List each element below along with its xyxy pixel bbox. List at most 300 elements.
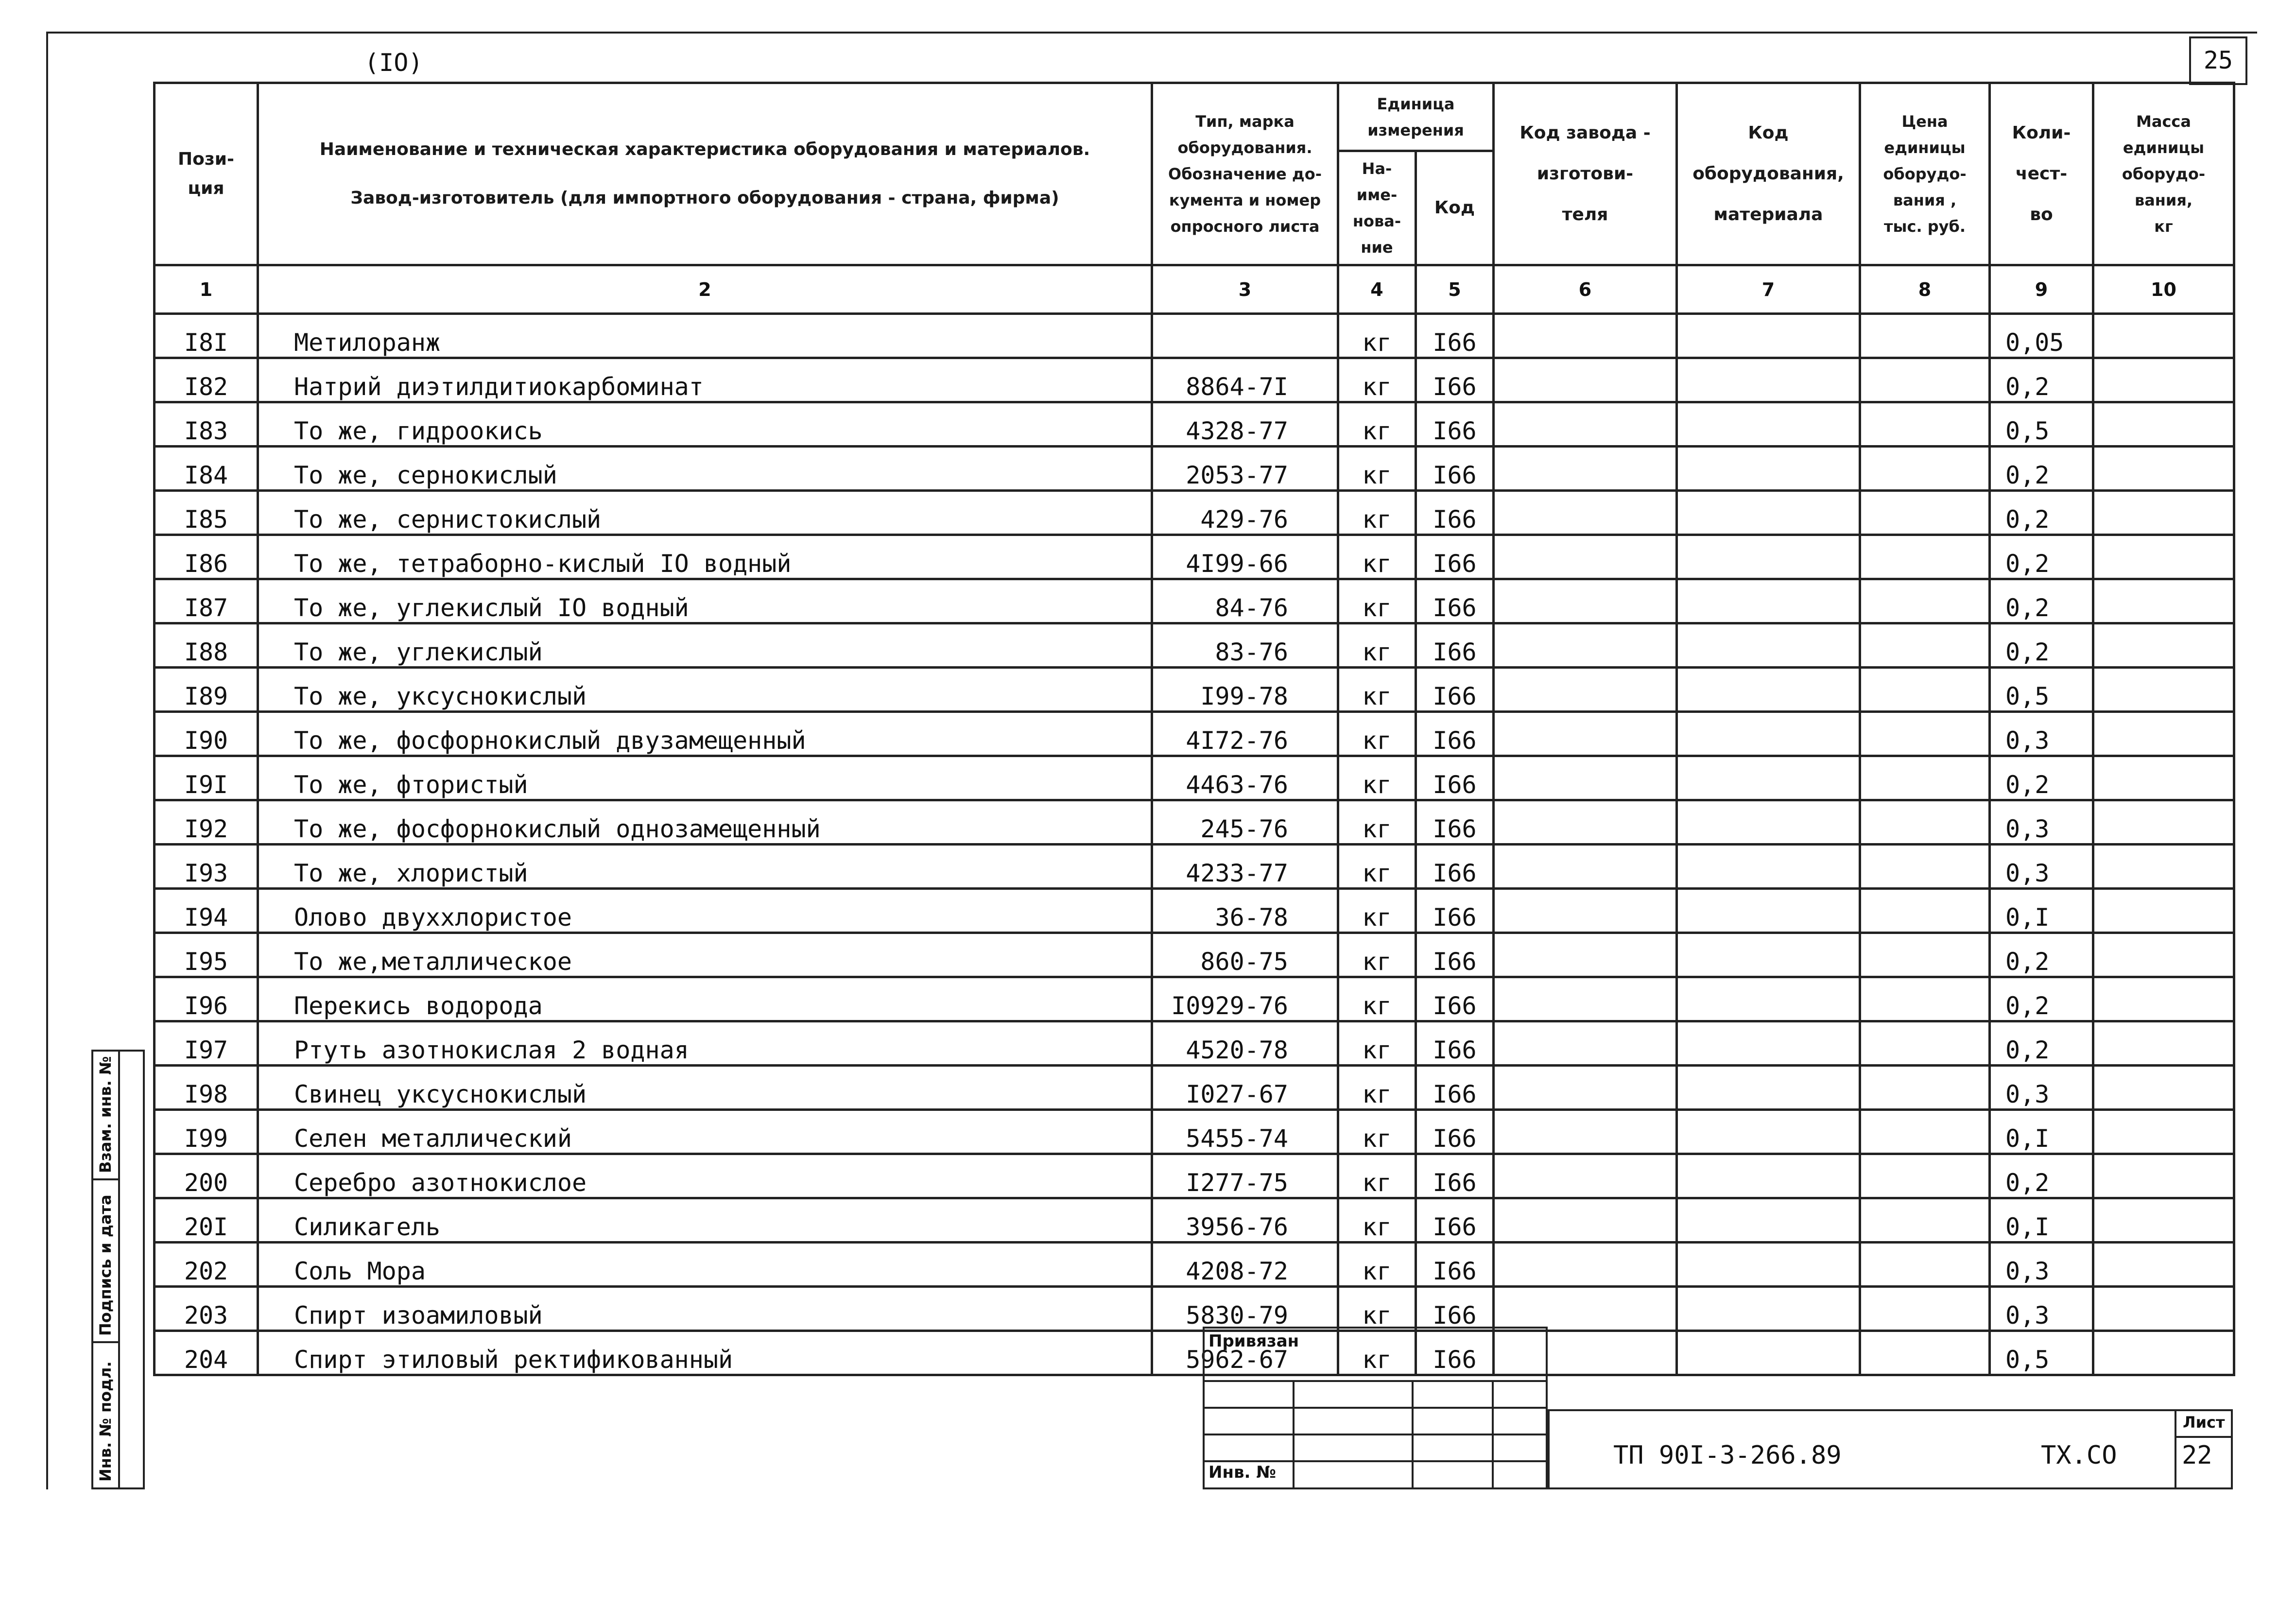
- row-unit-code: I66: [1416, 977, 1494, 1021]
- tb-line: [1203, 1407, 1548, 1409]
- row-unit-code: I66: [1416, 933, 1494, 977]
- tb-vline: [2175, 1409, 2176, 1489]
- row-unit: кг: [1338, 447, 1416, 491]
- row-document: 4233-77: [1152, 845, 1338, 889]
- table-row: [155, 447, 2234, 491]
- row-price: [1860, 977, 1990, 1021]
- row-name: То же, фосфорнокислый однозамещенный: [258, 800, 1152, 845]
- table-row: [155, 314, 2234, 358]
- row-mass: [2093, 314, 2234, 358]
- row-price: [1860, 1066, 1990, 1110]
- tb-vline: [1412, 1380, 1414, 1489]
- column-number: 8: [1860, 265, 1990, 314]
- row-unit: кг: [1338, 491, 1416, 535]
- row-quantity: 0,2: [1990, 358, 2093, 402]
- row-document: 3956-76: [1152, 1198, 1338, 1243]
- row-equipment-code: [1677, 623, 1860, 668]
- row-quantity: 0,2: [1990, 1154, 2093, 1198]
- document-code: ТП 90I-3-266.89: [1613, 1441, 1842, 1470]
- row-document: 2053-77: [1152, 447, 1338, 491]
- column-number: 5: [1416, 265, 1494, 314]
- row-mass: [2093, 889, 2234, 933]
- table-row: [155, 1198, 2234, 1243]
- row-equipment-code: [1677, 447, 1860, 491]
- table-row: [155, 756, 2234, 800]
- row-document: [1152, 314, 1338, 358]
- list-number: 22: [2182, 1441, 2212, 1470]
- row-price: [1860, 1287, 1990, 1331]
- table-row: [155, 845, 2234, 889]
- row-unit-code: I66: [1416, 579, 1494, 623]
- row-factory-code: [1494, 447, 1677, 491]
- row-unit: кг: [1338, 977, 1416, 1021]
- row-unit: кг: [1338, 579, 1416, 623]
- row-name: Спирт этиловый ректификованный: [258, 1331, 1152, 1375]
- row-factory-code: [1494, 579, 1677, 623]
- row-unit: кг: [1338, 668, 1416, 712]
- column-number: 10: [2093, 265, 2234, 314]
- side-cell-podpis: [93, 1180, 120, 1343]
- row-quantity: 0,2: [1990, 623, 2093, 668]
- row-quantity: 0,2: [1990, 977, 2093, 1021]
- header-factory-code: Код завода - изготови- теля: [1494, 83, 1677, 265]
- row-unit-code: I66: [1416, 668, 1494, 712]
- row-mass: [2093, 1287, 2234, 1331]
- row-mass: [2093, 1066, 2234, 1110]
- row-position: I95: [155, 933, 258, 977]
- row-unit-code: I66: [1416, 712, 1494, 756]
- row-factory-code: [1494, 756, 1677, 800]
- row-equipment-code: [1677, 1066, 1860, 1110]
- row-name: Олово двуххлористое: [258, 889, 1152, 933]
- row-position: I84: [155, 447, 258, 491]
- column-number: 4: [1338, 265, 1416, 314]
- header-name-line2: Завод-изготовитель (для импортного оборудования - страна, фирма): [350, 188, 1059, 208]
- privyazan-label: Привязан: [1208, 1331, 1299, 1351]
- header-name: [258, 83, 1152, 265]
- row-price: [1860, 402, 1990, 447]
- row-price: [1860, 1021, 1990, 1066]
- row-unit-code: I66: [1416, 889, 1494, 933]
- row-mass: [2093, 1110, 2234, 1154]
- column-number: 6: [1494, 265, 1677, 314]
- row-position: I8I: [155, 314, 258, 358]
- row-mass: [2093, 623, 2234, 668]
- row-position: I82: [155, 358, 258, 402]
- table-row: [155, 402, 2234, 447]
- row-name: Спирт изоамиловый: [258, 1287, 1152, 1331]
- row-price: [1860, 1243, 1990, 1287]
- row-factory-code: [1494, 535, 1677, 579]
- row-quantity: 0,3: [1990, 800, 2093, 845]
- row-price: [1860, 358, 1990, 402]
- row-unit: кг: [1338, 1110, 1416, 1154]
- row-quantity: 0,2: [1990, 491, 2093, 535]
- row-factory-code: [1494, 668, 1677, 712]
- row-position: I87: [155, 579, 258, 623]
- side-label-vzam: Взам. инв. №: [96, 1056, 115, 1173]
- row-unit: кг: [1338, 314, 1416, 358]
- row-equipment-code: [1677, 977, 1860, 1021]
- row-unit: кг: [1338, 358, 1416, 402]
- tb-line: [2175, 1436, 2233, 1438]
- row-document: 4208-72: [1152, 1243, 1338, 1287]
- row-mass: [2093, 1198, 2234, 1243]
- row-factory-code: [1494, 1243, 1677, 1287]
- row-position: I9I: [155, 756, 258, 800]
- row-unit-code: I66: [1416, 1331, 1494, 1375]
- row-equipment-code: [1677, 358, 1860, 402]
- row-equipment-code: [1677, 314, 1860, 358]
- row-equipment-code: [1677, 535, 1860, 579]
- row-document: 8864-7I: [1152, 358, 1338, 402]
- row-name: Свинец уксуснокислый: [258, 1066, 1152, 1110]
- row-price: [1860, 1331, 1990, 1375]
- tb-line: [1203, 1460, 1548, 1462]
- tb-line: [1203, 1434, 1548, 1435]
- row-quantity: 0,5: [1990, 402, 2093, 447]
- row-equipment-code: [1677, 1021, 1860, 1066]
- row-unit-code: I66: [1416, 447, 1494, 491]
- row-unit-code: I66: [1416, 800, 1494, 845]
- row-quantity: 0,3: [1990, 1066, 2093, 1110]
- column-number: 2: [258, 265, 1152, 314]
- table-row: [155, 1021, 2234, 1066]
- row-factory-code: [1494, 1154, 1677, 1198]
- row-unit-code: I66: [1416, 1066, 1494, 1110]
- row-price: [1860, 800, 1990, 845]
- row-unit: кг: [1338, 712, 1416, 756]
- equipment-table: [153, 82, 2235, 1376]
- row-quantity: 0,2: [1990, 579, 2093, 623]
- row-position: I90: [155, 712, 258, 756]
- row-factory-code: [1494, 491, 1677, 535]
- row-mass: [2093, 1331, 2234, 1375]
- row-factory-code: [1494, 1287, 1677, 1331]
- row-equipment-code: [1677, 1287, 1860, 1331]
- table-row: [155, 579, 2234, 623]
- tb-vline: [1293, 1380, 1295, 1489]
- row-price: [1860, 1110, 1990, 1154]
- row-document: 4463-76: [1152, 756, 1338, 800]
- table-row: [155, 491, 2234, 535]
- row-price: [1860, 889, 1990, 933]
- row-price: [1860, 933, 1990, 977]
- row-price: [1860, 1154, 1990, 1198]
- side-label-podpis: Подпись и дата: [96, 1194, 115, 1336]
- row-equipment-code: [1677, 579, 1860, 623]
- row-unit: кг: [1338, 800, 1416, 845]
- row-quantity: 0,2: [1990, 1021, 2093, 1066]
- row-unit: кг: [1338, 1021, 1416, 1066]
- row-position: 203: [155, 1287, 258, 1331]
- row-mass: [2093, 977, 2234, 1021]
- table-row: [155, 1110, 2234, 1154]
- row-factory-code: [1494, 1198, 1677, 1243]
- row-mass: [2093, 933, 2234, 977]
- row-name: Натрий диэтилдитиокарбоминат: [258, 358, 1152, 402]
- table-row: [155, 933, 2234, 977]
- header-type: Тип, марка оборудования. Обозначение до- кумента и номер опросного листа: [1152, 83, 1338, 265]
- row-quantity: 0,2: [1990, 933, 2093, 977]
- row-mass: [2093, 579, 2234, 623]
- row-name: Ртуть азотнокислая 2 водная: [258, 1021, 1152, 1066]
- row-document: 4520-78: [1152, 1021, 1338, 1066]
- row-position: I97: [155, 1021, 258, 1066]
- row-factory-code: [1494, 623, 1677, 668]
- row-document: 245-76: [1152, 800, 1338, 845]
- row-quantity: 0,I: [1990, 1110, 2093, 1154]
- table-row: [155, 358, 2234, 402]
- row-factory-code: [1494, 712, 1677, 756]
- row-position: I83: [155, 402, 258, 447]
- row-name: То же, углекислый IO водный: [258, 579, 1152, 623]
- row-factory-code: [1494, 933, 1677, 977]
- row-document: 860-75: [1152, 933, 1338, 977]
- row-quantity: 0,I: [1990, 1198, 2093, 1243]
- tb-vline: [1492, 1380, 1494, 1489]
- row-equipment-code: [1677, 889, 1860, 933]
- row-price: [1860, 579, 1990, 623]
- row-name: Соль Мора: [258, 1243, 1152, 1287]
- row-unit: кг: [1338, 1243, 1416, 1287]
- row-unit: кг: [1338, 933, 1416, 977]
- row-document: 429-76: [1152, 491, 1338, 535]
- row-unit-code: I66: [1416, 1154, 1494, 1198]
- row-document: 83-76: [1152, 623, 1338, 668]
- row-mass: [2093, 845, 2234, 889]
- row-unit: кг: [1338, 1066, 1416, 1110]
- row-unit: кг: [1338, 1198, 1416, 1243]
- row-name: Силикагель: [258, 1198, 1152, 1243]
- row-mass: [2093, 1243, 2234, 1287]
- row-name: То же, фтористый: [258, 756, 1152, 800]
- row-mass: [2093, 402, 2234, 447]
- row-factory-code: [1494, 358, 1677, 402]
- row-unit: кг: [1338, 1287, 1416, 1331]
- column-number: 9: [1990, 265, 2093, 314]
- row-equipment-code: [1677, 756, 1860, 800]
- row-price: [1860, 314, 1990, 358]
- row-equipment-code: [1677, 668, 1860, 712]
- row-name: Перекись водорода: [258, 977, 1152, 1021]
- row-unit: кг: [1338, 1154, 1416, 1198]
- row-equipment-code: [1677, 1243, 1860, 1287]
- row-factory-code: [1494, 1110, 1677, 1154]
- table-row: [155, 623, 2234, 668]
- row-price: [1860, 668, 1990, 712]
- table-row: [155, 712, 2234, 756]
- column-number: 3: [1152, 265, 1338, 314]
- row-name: То же, углекислый: [258, 623, 1152, 668]
- row-price: [1860, 623, 1990, 668]
- row-position: I86: [155, 535, 258, 579]
- row-mass: [2093, 668, 2234, 712]
- row-quantity: 0,2: [1990, 535, 2093, 579]
- row-document: I99-78: [1152, 668, 1338, 712]
- row-unit-code: I66: [1416, 1287, 1494, 1331]
- row-name: То же, уксуснокислый: [258, 668, 1152, 712]
- row-price: [1860, 1198, 1990, 1243]
- row-name: То же, сернокислый: [258, 447, 1152, 491]
- row-document: I277-75: [1152, 1154, 1338, 1198]
- row-quantity: 0,3: [1990, 845, 2093, 889]
- row-quantity: 0,2: [1990, 447, 2093, 491]
- row-factory-code: [1494, 800, 1677, 845]
- row-price: [1860, 756, 1990, 800]
- row-factory-code: [1494, 1066, 1677, 1110]
- side-stamp: [91, 1050, 145, 1489]
- row-unit-code: I66: [1416, 1110, 1494, 1154]
- row-position: I93: [155, 845, 258, 889]
- side-cell-inv-podl: [93, 1343, 120, 1487]
- row-document: 4328-77: [1152, 402, 1338, 447]
- row-equipment-code: [1677, 1198, 1860, 1243]
- row-unit-code: I66: [1416, 535, 1494, 579]
- row-mass: [2093, 756, 2234, 800]
- header-equipment-code: Код оборудования, материала: [1677, 83, 1860, 265]
- top-number: (IO): [364, 49, 423, 77]
- table-row: [155, 1066, 2234, 1110]
- row-quantity: 0,3: [1990, 1287, 2093, 1331]
- table-body: [155, 314, 2234, 1375]
- row-price: [1860, 447, 1990, 491]
- row-equipment-code: [1677, 491, 1860, 535]
- row-document: I0929-76: [1152, 977, 1338, 1021]
- row-mass: [2093, 800, 2234, 845]
- row-mass: [2093, 491, 2234, 535]
- row-equipment-code: [1677, 800, 1860, 845]
- row-unit: кг: [1338, 623, 1416, 668]
- row-mass: [2093, 1154, 2234, 1198]
- row-unit-code: I66: [1416, 314, 1494, 358]
- header-quantity: Коли- чест- во: [1990, 83, 2093, 265]
- row-document: 5962-67: [1152, 1331, 1338, 1375]
- row-unit-code: I66: [1416, 1198, 1494, 1243]
- row-name: То же, фосфорнокислый двузамещенный: [258, 712, 1152, 756]
- row-unit: кг: [1338, 535, 1416, 579]
- table-row: [155, 1243, 2234, 1287]
- header-position: Пози- ция: [155, 83, 258, 265]
- table-row: [155, 889, 2234, 933]
- row-unit-code: I66: [1416, 756, 1494, 800]
- row-factory-code: [1494, 402, 1677, 447]
- row-position: I89: [155, 668, 258, 712]
- header-price: Цена единицы оборудо- вания , тыс. руб.: [1860, 83, 1990, 265]
- row-quantity: 0,05: [1990, 314, 2093, 358]
- row-equipment-code: [1677, 402, 1860, 447]
- row-price: [1860, 712, 1990, 756]
- row-equipment-code: [1677, 845, 1860, 889]
- row-position: I99: [155, 1110, 258, 1154]
- inv-no-label: Инв. №: [1208, 1463, 1277, 1482]
- row-name: То же, гидроокись: [258, 402, 1152, 447]
- row-document: 5830-79: [1152, 1287, 1338, 1331]
- table-row: [155, 535, 2234, 579]
- row-price: [1860, 491, 1990, 535]
- row-unit-code: I66: [1416, 402, 1494, 447]
- table-row: [155, 1331, 2234, 1375]
- row-quantity: 0,5: [1990, 668, 2093, 712]
- row-unit: кг: [1338, 402, 1416, 447]
- row-mass: [2093, 447, 2234, 491]
- row-document: 5455-74: [1152, 1110, 1338, 1154]
- row-price: [1860, 535, 1990, 579]
- table-row: [155, 977, 2234, 1021]
- row-name: Селен металлический: [258, 1110, 1152, 1154]
- row-position: 20I: [155, 1198, 258, 1243]
- row-unit-code: I66: [1416, 491, 1494, 535]
- row-equipment-code: [1677, 1154, 1860, 1198]
- column-number: 7: [1677, 265, 1860, 314]
- row-unit: кг: [1338, 1331, 1416, 1375]
- header-unit-group: Единица измерения: [1338, 83, 1494, 151]
- row-factory-code: [1494, 889, 1677, 933]
- table-row: [155, 800, 2234, 845]
- table-row: [155, 668, 2234, 712]
- row-unit-code: I66: [1416, 1243, 1494, 1287]
- header-mass: Масса единицы оборудо- вания, кг: [2093, 83, 2234, 265]
- row-name: То же, тетраборно-кислый IO водный: [258, 535, 1152, 579]
- side-label-inv-podl: Инв. № подл.: [96, 1361, 115, 1482]
- row-name: Серебро азотнокислое: [258, 1154, 1152, 1198]
- row-position: I92: [155, 800, 258, 845]
- row-unit-code: I66: [1416, 623, 1494, 668]
- header-name-line1: Наименование и техническая характеристика оборудования и материалов.: [319, 139, 1090, 159]
- row-quantity: 0,3: [1990, 712, 2093, 756]
- row-unit-code: I66: [1416, 1021, 1494, 1066]
- column-number: 1: [155, 265, 258, 314]
- row-document: 4I99-66: [1152, 535, 1338, 579]
- row-quantity: 0,2: [1990, 756, 2093, 800]
- list-label: Лист: [2183, 1413, 2225, 1432]
- row-mass: [2093, 358, 2234, 402]
- row-unit-code: I66: [1416, 845, 1494, 889]
- row-factory-code: [1494, 845, 1677, 889]
- table-row: [155, 1154, 2234, 1198]
- row-mass: [2093, 535, 2234, 579]
- row-factory-code: [1494, 314, 1677, 358]
- row-position: I94: [155, 889, 258, 933]
- row-position: 204: [155, 1331, 258, 1375]
- row-quantity: 0,3: [1990, 1243, 2093, 1287]
- row-unit: кг: [1338, 845, 1416, 889]
- row-unit: кг: [1338, 756, 1416, 800]
- row-equipment-code: [1677, 712, 1860, 756]
- row-factory-code: [1494, 1021, 1677, 1066]
- row-position: 200: [155, 1154, 258, 1198]
- row-document: 36-78: [1152, 889, 1338, 933]
- row-mass: [2093, 712, 2234, 756]
- row-unit-code: I66: [1416, 358, 1494, 402]
- tb-line: [1203, 1380, 1548, 1382]
- row-document: I027-67: [1152, 1066, 1338, 1110]
- table-row: [155, 1287, 2234, 1331]
- row-position: I85: [155, 491, 258, 535]
- row-position: 202: [155, 1243, 258, 1287]
- row-name: То же,металлическое: [258, 933, 1152, 977]
- row-quantity: 0,I: [1990, 889, 2093, 933]
- row-unit: кг: [1338, 889, 1416, 933]
- row-equipment-code: [1677, 933, 1860, 977]
- row-name: То же, хлористый: [258, 845, 1152, 889]
- header-unit-name: На- име- нова- ние: [1338, 151, 1416, 265]
- section-code: ТХ.СО: [2041, 1441, 2117, 1470]
- row-position: I96: [155, 977, 258, 1021]
- row-document: 84-76: [1152, 579, 1338, 623]
- row-mass: [2093, 1021, 2234, 1066]
- row-equipment-code: [1677, 1110, 1860, 1154]
